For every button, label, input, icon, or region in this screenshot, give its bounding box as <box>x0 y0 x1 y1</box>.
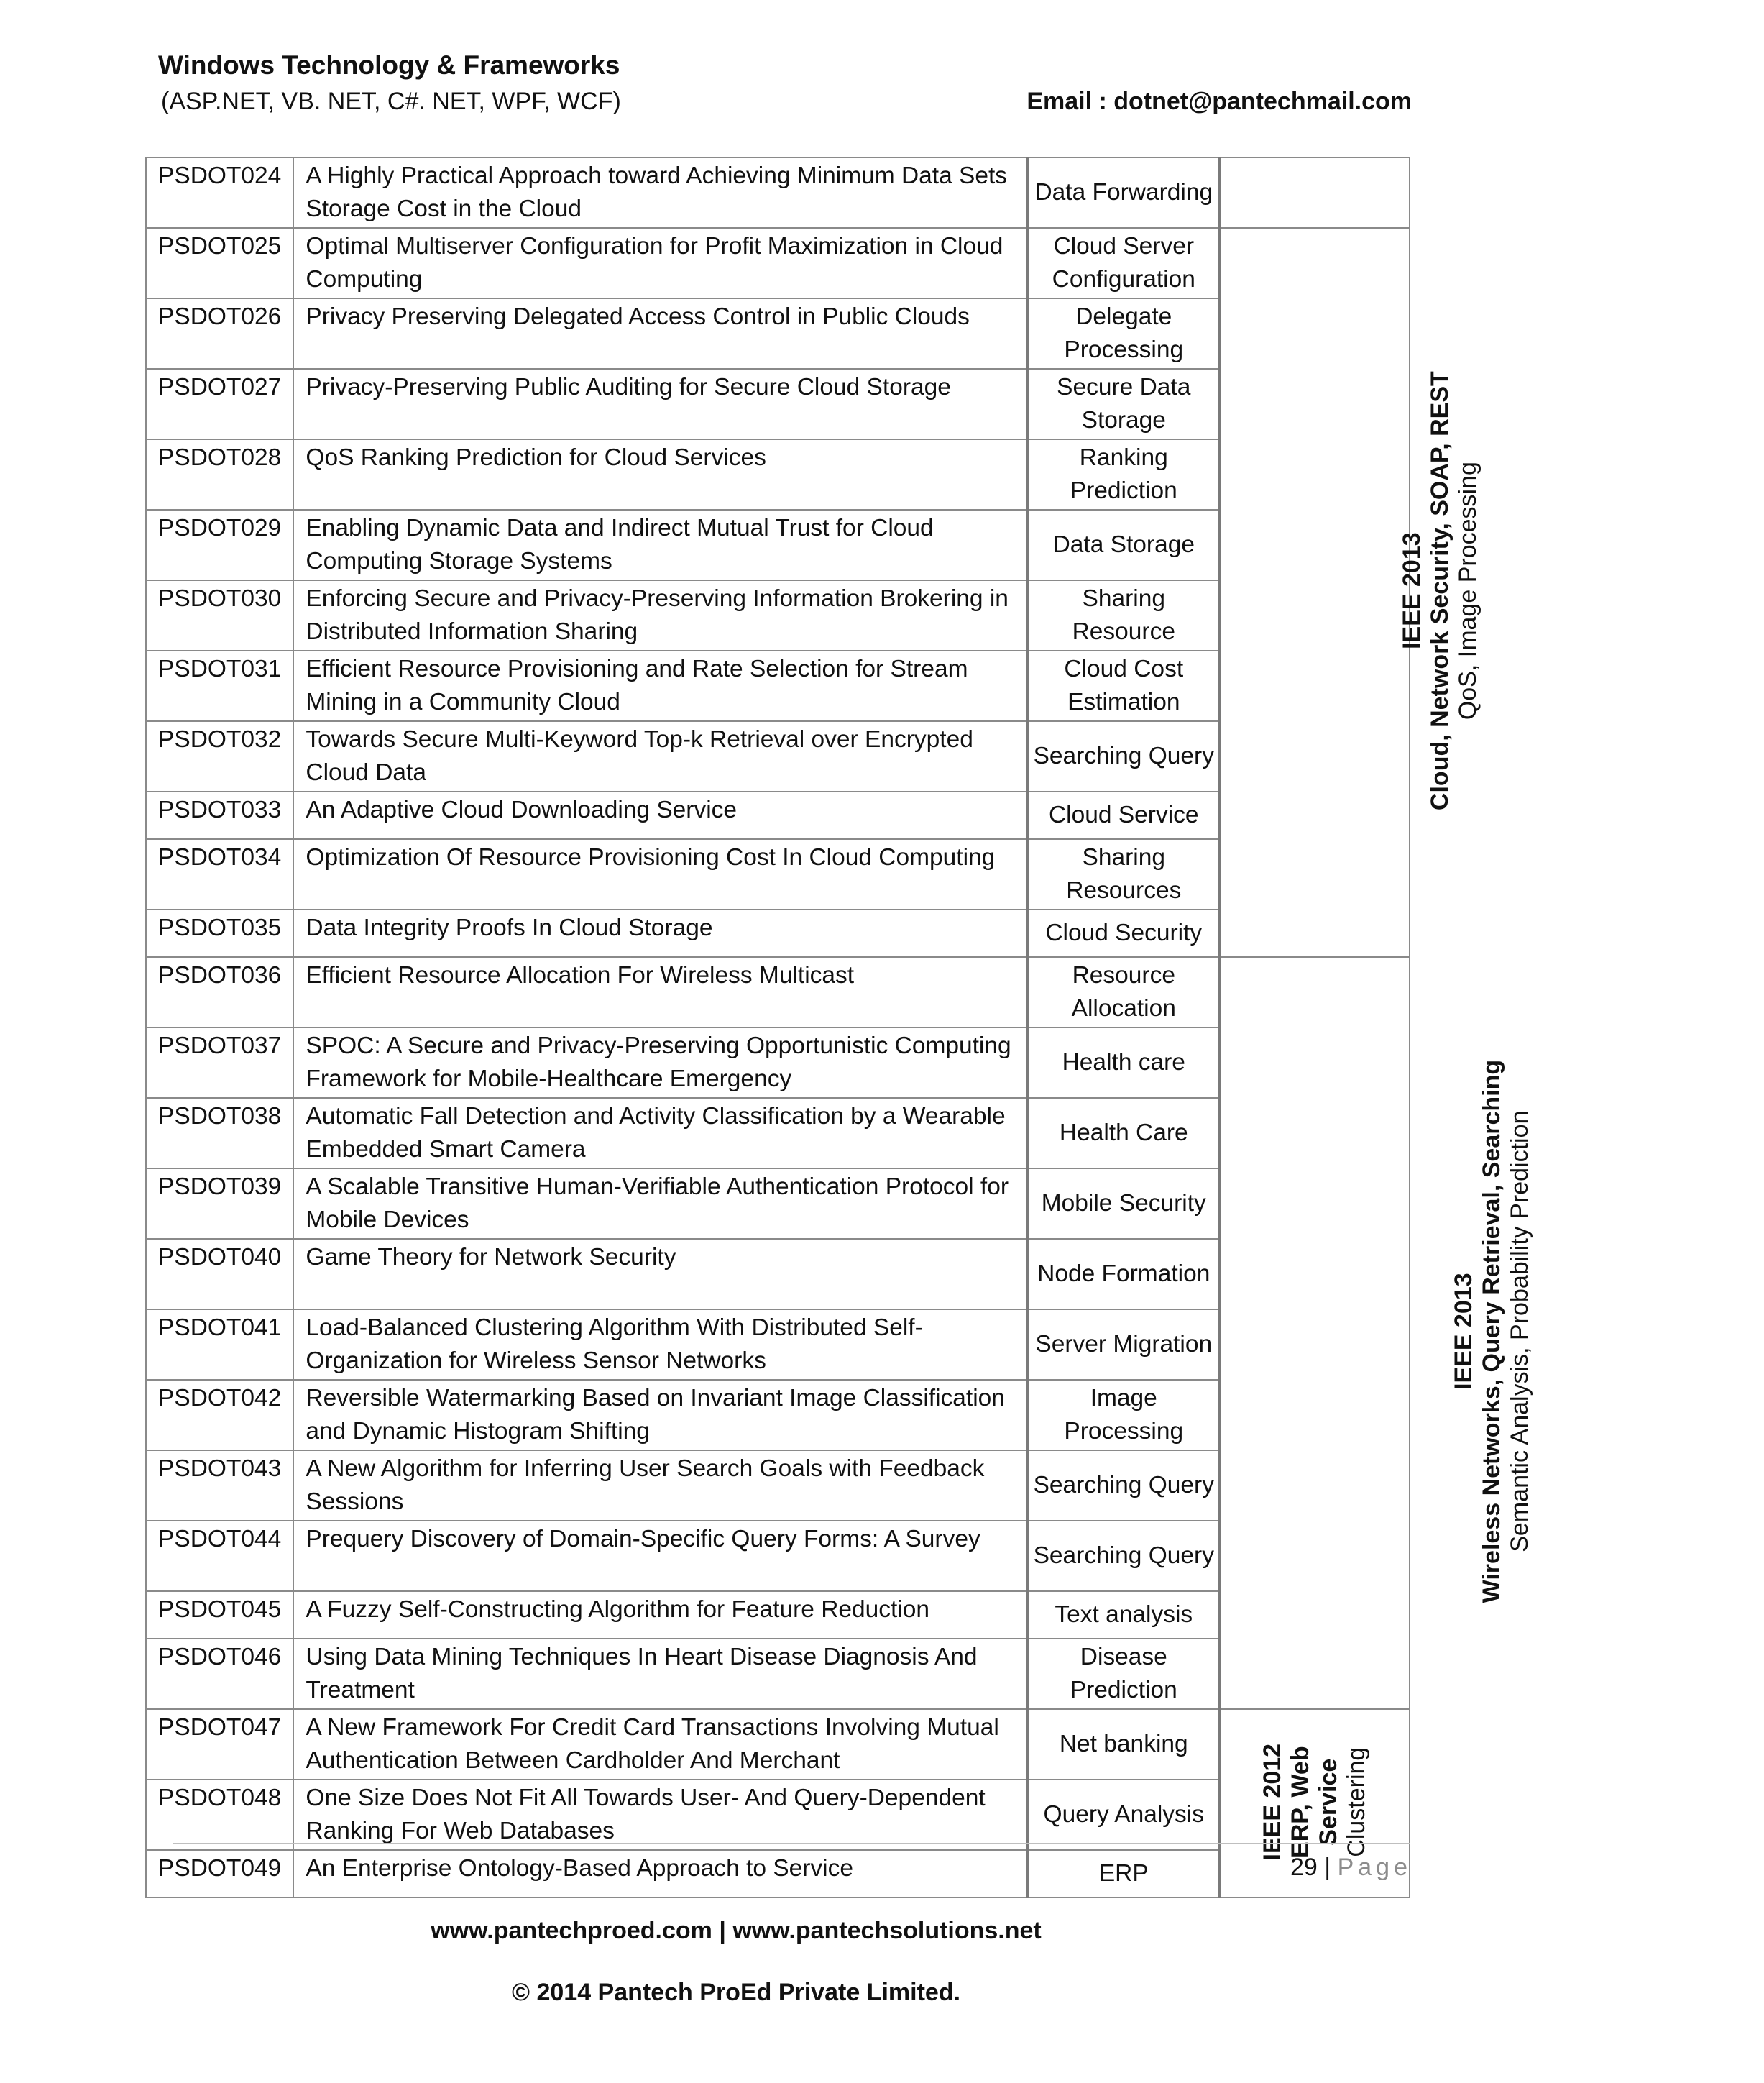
project-title: Reversible Watermarking Based on Invariant Image Classification and Dynamic Histogram Shifting <box>293 1380 1027 1450</box>
project-code: PSDOT037 <box>146 1027 293 1098</box>
project-title: Efficient Resource Provisioning and Rate Selection for Stream Mining in a Community Cloud <box>293 651 1027 721</box>
page-number-value: 29 <box>1290 1854 1318 1881</box>
project-domain: ERP <box>1028 1850 1220 1897</box>
project-domain: Data Forwarding <box>1028 157 1220 228</box>
project-title: Automatic Fall Detection and Activity Classification by a Wearable Embedded Smart Camera <box>293 1098 1027 1168</box>
project-code: PSDOT031 <box>146 651 293 721</box>
project-code: PSDOT042 <box>146 1380 293 1450</box>
project-code: PSDOT029 <box>146 510 293 580</box>
project-title: Towards Secure Multi-Keyword Top-k Retrieval over Encrypted Cloud Data <box>293 721 1027 792</box>
project-domain: Resource Allocation <box>1028 957 1220 1027</box>
project-title: A New Algorithm for Inferring User Search Goals with Feedback Sessions <box>293 1450 1027 1521</box>
page-separator: | <box>1324 1854 1331 1881</box>
project-title: Efficient Resource Allocation For Wireless Multicast <box>293 957 1027 1027</box>
project-domain: Text analysis <box>1028 1591 1220 1639</box>
category-topics: Cloud, Network Security, SOAP, REST <box>1426 371 1454 811</box>
project-title: Privacy-Preserving Public Auditing for Secure Cloud Storage <box>293 369 1027 439</box>
project-domain: Searching Query <box>1028 1521 1220 1591</box>
project-title: A Scalable Transitive Human-Verifiable Authentication Protocol for Mobile Devices <box>293 1168 1027 1239</box>
project-domain: Sharing Resources <box>1028 839 1220 910</box>
project-code: PSDOT033 <box>146 792 293 839</box>
project-code: PSDOT034 <box>146 839 293 910</box>
project-title: Prequery Discovery of Domain-Specific Query Forms: A Survey <box>293 1521 1027 1591</box>
table-row <box>146 228 1410 298</box>
page-number <box>1290 1854 1412 1882</box>
project-domain: Delegate Processing <box>1028 298 1220 369</box>
project-code: PSDOT046 <box>146 1639 293 1709</box>
project-code: PSDOT045 <box>146 1591 293 1639</box>
footer-divider <box>173 1843 1410 1844</box>
project-code: PSDOT026 <box>146 298 293 369</box>
project-code: PSDOT024 <box>146 157 293 228</box>
category-year: IEEE 2013 <box>1450 1273 1478 1391</box>
project-domain: Ranking Prediction <box>1028 439 1220 510</box>
category-topics-cont: Service <box>1315 1758 1343 1846</box>
project-title: A Highly Practical Approach toward Achieving Minimum Data Sets Storage Cost in the Cloud <box>293 157 1027 228</box>
project-code: PSDOT044 <box>146 1521 293 1591</box>
project-code: PSDOT040 <box>146 1239 293 1309</box>
project-code: PSDOT043 <box>146 1450 293 1521</box>
project-domain: Searching Query <box>1028 1450 1220 1521</box>
category-year: IEEE 2012 <box>1258 1743 1286 1861</box>
category-subtopics: Clustering <box>1343 1746 1371 1857</box>
footer-copyright: © 2014 Pantech ProEd Private Limited. <box>511 1979 961 2006</box>
document-title: Windows Technology & Frameworks <box>158 50 620 80</box>
project-domain: Disease Prediction <box>1028 1639 1220 1709</box>
project-code: PSDOT028 <box>146 439 293 510</box>
project-domain: Data Storage <box>1028 510 1220 580</box>
project-code: PSDOT047 <box>146 1709 293 1780</box>
category-cloud <box>1220 228 1482 957</box>
project-title: Enforcing Secure and Privacy-Preserving Information Brokering in Distributed Information Sharing <box>293 580 1027 651</box>
category-topics: Wireless Networks, Query Retrieval, Searching <box>1478 1060 1506 1603</box>
project-code: PSDOT032 <box>146 721 293 792</box>
project-code: PSDOT025 <box>146 228 293 298</box>
project-code: PSDOT038 <box>146 1098 293 1168</box>
table-row <box>146 1709 1410 1780</box>
project-domain: Cloud Security <box>1028 910 1220 957</box>
project-code: PSDOT041 <box>146 1309 293 1380</box>
footer-links: www.pantechproed.com | www.pantechsolutions.net <box>431 1917 1042 1944</box>
project-title: An Enterprise Ontology-Based Approach to Service <box>293 1850 1027 1897</box>
project-code: PSDOT039 <box>146 1168 293 1239</box>
category-topics: ERP, Web <box>1286 1746 1314 1858</box>
project-domain: Secure Data Storage <box>1028 369 1220 439</box>
category-label-wireless <box>1450 1060 1534 1603</box>
category-label-cloud <box>1398 372 1482 811</box>
project-domain: Query Analysis <box>1028 1780 1220 1850</box>
document-subtitle: (ASP.NET, VB. NET, C#. NET, WPF, WCF) <box>161 88 621 115</box>
project-domain: Searching Query <box>1028 721 1220 792</box>
project-code: PSDOT030 <box>146 580 293 651</box>
category-wireless <box>1220 957 1534 1709</box>
project-code: PSDOT036 <box>146 957 293 1027</box>
project-title: Optimization Of Resource Provisioning Cost In Cloud Computing <box>293 839 1027 910</box>
project-code: PSDOT035 <box>146 910 293 957</box>
page-label: Page <box>1337 1854 1412 1881</box>
project-code: PSDOT027 <box>146 369 293 439</box>
project-title: A Fuzzy Self-Constructing Algorithm for Feature Reduction <box>293 1591 1027 1639</box>
project-domain: Node Formation <box>1028 1239 1220 1309</box>
project-title: Load-Balanced Clustering Algorithm With Distributed Self-Organization for Wireless Sensor Networks <box>293 1309 1027 1380</box>
project-domain: Health Care <box>1028 1098 1220 1168</box>
project-table <box>145 157 1534 1898</box>
contact-email: Email : dotnet@pantechmail.com <box>1026 88 1412 115</box>
project-domain: Server Migration <box>1028 1309 1220 1380</box>
project-domain: Mobile Security <box>1028 1168 1220 1239</box>
project-domain: Cloud Cost Estimation <box>1028 651 1220 721</box>
category-year: IEEE 2013 <box>1397 532 1425 650</box>
project-title: An Adaptive Cloud Downloading Service <box>293 792 1027 839</box>
category-empty <box>1220 157 1410 228</box>
project-title: Privacy Preserving Delegated Access Control in Public Clouds <box>293 298 1027 369</box>
project-domain: Sharing Resource <box>1028 580 1220 651</box>
project-domain: Image Processing <box>1028 1380 1220 1450</box>
project-title: QoS Ranking Prediction for Cloud Services <box>293 439 1027 510</box>
table-row <box>146 957 1410 1027</box>
project-title: Data Integrity Proofs In Cloud Storage <box>293 910 1027 957</box>
project-title: Game Theory for Network Security <box>293 1239 1027 1309</box>
category-subtopics: QoS, Image Processing <box>1454 462 1482 720</box>
project-domain: Cloud Server Configuration <box>1028 228 1220 298</box>
project-title: One Size Does Not Fit All Towards User- And Query-Dependent Ranking For Web Databases <box>293 1780 1027 1850</box>
project-domain: Health care <box>1028 1027 1220 1098</box>
project-title: Optimal Multiserver Configuration for Profit Maximization in Cloud Computing <box>293 228 1027 298</box>
project-title: A New Framework For Credit Card Transactions Involving Mutual Authentication Between Cardholder And Merchant <box>293 1709 1027 1780</box>
project-domain: Net banking <box>1028 1709 1220 1780</box>
project-title: Using Data Mining Techniques In Heart Disease Diagnosis And Treatment <box>293 1639 1027 1709</box>
project-code: PSDOT048 <box>146 1780 293 1850</box>
project-title: Enabling Dynamic Data and Indirect Mutual Trust for Cloud Computing Storage Systems <box>293 510 1027 580</box>
table-row <box>146 157 1410 228</box>
project-title: SPOC: A Secure and Privacy-Preserving Opportunistic Computing Framework for Mobile-Healthcare Emergency <box>293 1027 1027 1098</box>
category-subtopics: Semantic Analysis, Probability Prediction <box>1506 1110 1534 1553</box>
project-code: PSDOT049 <box>146 1850 293 1897</box>
project-domain: Cloud Service <box>1028 792 1220 839</box>
